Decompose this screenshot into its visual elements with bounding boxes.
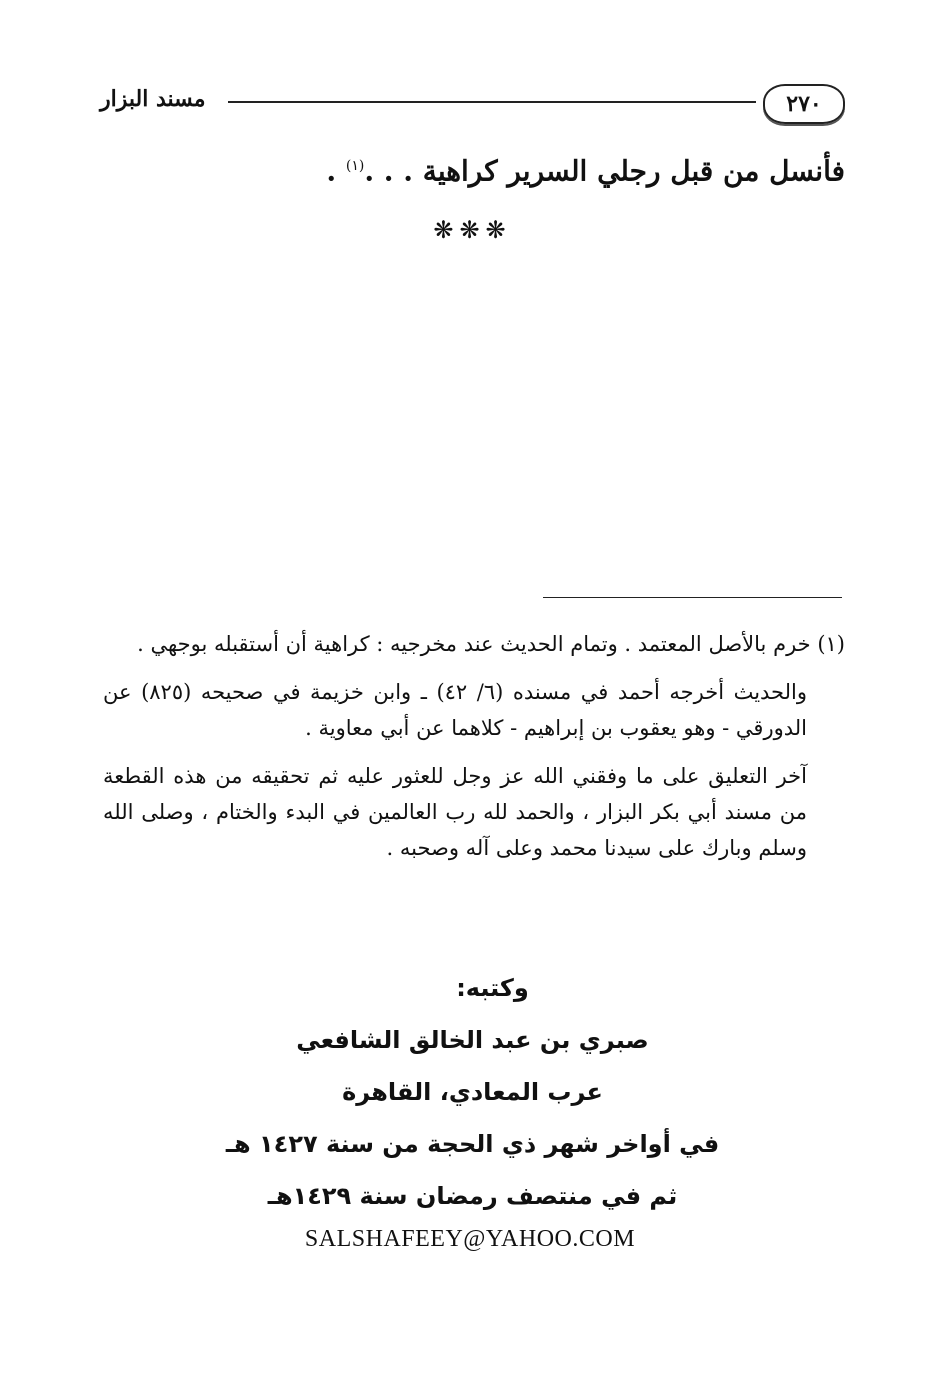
signature-name: صبري بن عبد الخالق الشافعي [296, 1026, 649, 1054]
main-text-trailing: . [326, 154, 346, 188]
closing-note: آخر التعليق على ما وفقني الله عز وجل للعثور عليه ثم تحقيقه من هذه القطعة من مسند أبي بكر البزار ، والحمد لله رب العالمين في البدء والختام ، وصلى الله وسلم وبارك على سيدنا محمد وعلى آله وصحبه . [103, 764, 807, 860]
section-separator: ❋❋❋ [433, 216, 512, 244]
footnote-1: (١) خرم بالأصل المعتمد . وتمام الحديث عند مخرجيه : كراهية أن أستقبله بوجهي . [137, 632, 845, 656]
footnotes [103, 626, 845, 878]
page-number: ٢٧٠ [786, 91, 822, 117]
signature-wrote: وكتبه: [456, 974, 529, 1002]
main-text-body: فأنسل من قبل رجلي السرير كراهية . . . [364, 154, 845, 188]
header-rule [228, 101, 756, 103]
page-header [100, 80, 845, 126]
footnote-rule [543, 597, 842, 598]
page-number-badge [763, 84, 845, 124]
signature-date-2: ثم في منتصف رمضان سنة ١٤٢٩هـ [267, 1182, 678, 1210]
signature-block [0, 962, 945, 1222]
signature-date-1: في أواخر شهر ذي الحجة من سنة ١٤٢٧ هـ [225, 1130, 720, 1158]
footnote-marker: (١) [345, 158, 365, 174]
main-text [100, 144, 845, 193]
footnote-2: والحديث أخرجه أحمد في مسنده (٦/ ٤٢) ـ وابن خزيمة في صحيحه (٨٢٥) عن الدورقي - وهو يعقوب بن إبراهيم - كلاهما عن أبي معاوية . [103, 680, 807, 740]
signature-place: عرب المعادي، القاهرة [342, 1078, 603, 1106]
author-email: SALSHAFEEY@YAHOO.COM [304, 1226, 636, 1252]
book-title: مسند البزار [100, 86, 206, 112]
